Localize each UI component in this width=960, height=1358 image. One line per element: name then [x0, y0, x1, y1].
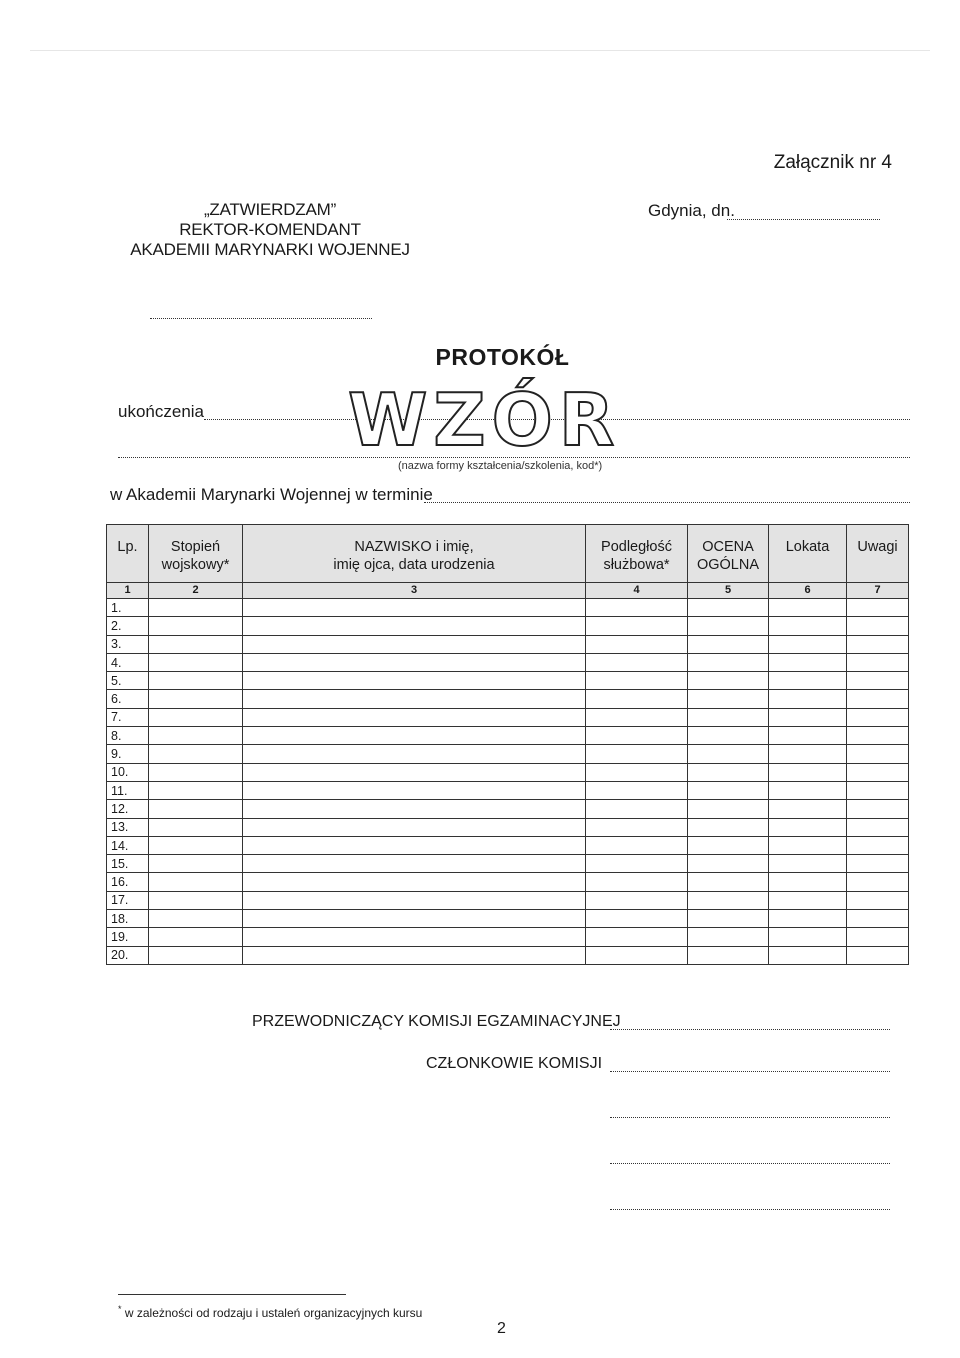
- table-cell[interactable]: [586, 653, 688, 671]
- row-number: 14.: [107, 836, 149, 854]
- table-cell[interactable]: [847, 781, 909, 799]
- course-line-label: ukończenia: [118, 402, 205, 421]
- table-row: [107, 910, 909, 928]
- table-row: [107, 818, 909, 836]
- table-cell[interactable]: [847, 653, 909, 671]
- row-number: 18.: [107, 910, 149, 928]
- row-number: 7.: [107, 708, 149, 726]
- col-num: 3: [243, 583, 586, 599]
- col-num: 7: [847, 583, 909, 599]
- footnote-mark: *: [118, 1304, 122, 1314]
- table-row: [107, 745, 909, 763]
- table-cell[interactable]: [243, 928, 586, 946]
- table-cell[interactable]: [586, 836, 688, 854]
- table-cell[interactable]: [149, 763, 243, 781]
- table-cell[interactable]: [586, 781, 688, 799]
- table-cell[interactable]: [586, 763, 688, 781]
- approval-line-1: REKTOR-KOMENDANT: [179, 220, 361, 239]
- table-cell[interactable]: [149, 781, 243, 799]
- header-unit: Podległość służbowa*: [586, 525, 688, 583]
- col-num: 4: [586, 583, 688, 599]
- table-cell[interactable]: [769, 690, 847, 708]
- table-cell[interactable]: [243, 635, 586, 653]
- footnote: [118, 1304, 422, 1320]
- table-cell[interactable]: [586, 910, 688, 928]
- table-cell[interactable]: [243, 818, 586, 836]
- table-cell[interactable]: [769, 836, 847, 854]
- table-cell[interactable]: [243, 855, 586, 873]
- member-signature-field-1[interactable]: [610, 1071, 890, 1072]
- table-cell[interactable]: [586, 727, 688, 745]
- header-rank: Stopień wojskowy*: [149, 525, 243, 583]
- table-row: [107, 855, 909, 873]
- table-cell[interactable]: [847, 928, 909, 946]
- row-number: 5.: [107, 672, 149, 690]
- member-signature-field-3[interactable]: [610, 1163, 890, 1164]
- table-cell[interactable]: [769, 781, 847, 799]
- table-cell[interactable]: [769, 635, 847, 653]
- term-line-label: w Akademii Marynarki Wojennej w terminie: [110, 485, 433, 504]
- table-cell[interactable]: [769, 818, 847, 836]
- table-cell[interactable]: [688, 727, 769, 745]
- header-name: NAZWISKO i imię, imię ojca, data urodzenia: [243, 525, 586, 583]
- table-cell[interactable]: [149, 617, 243, 635]
- table-cell[interactable]: [586, 708, 688, 726]
- table-cell[interactable]: [688, 599, 769, 617]
- row-number: 9.: [107, 745, 149, 763]
- table-cell[interactable]: [769, 745, 847, 763]
- table-cell[interactable]: [149, 727, 243, 745]
- table-cell[interactable]: [149, 745, 243, 763]
- table-cell[interactable]: [243, 599, 586, 617]
- table-cell[interactable]: [243, 836, 586, 854]
- table-cell[interactable]: [769, 928, 847, 946]
- table-cell[interactable]: [847, 836, 909, 854]
- table-row: [107, 690, 909, 708]
- table-cell[interactable]: [149, 928, 243, 946]
- table-cell[interactable]: [688, 855, 769, 873]
- row-number: 13.: [107, 818, 149, 836]
- table-cell[interactable]: [847, 910, 909, 928]
- table-cell[interactable]: [769, 873, 847, 891]
- header-grade: OCENA OGÓLNA: [688, 525, 769, 583]
- table-cell[interactable]: [688, 873, 769, 891]
- table-cell[interactable]: [688, 818, 769, 836]
- table-cell[interactable]: [149, 635, 243, 653]
- table-cell[interactable]: [243, 745, 586, 763]
- term-field[interactable]: [424, 502, 910, 503]
- table-cell[interactable]: [688, 690, 769, 708]
- table-row: [107, 800, 909, 818]
- table-cell[interactable]: [847, 745, 909, 763]
- table-cell[interactable]: [586, 818, 688, 836]
- table-row: [107, 672, 909, 690]
- header-lp: Lp.: [107, 525, 149, 583]
- table-cell[interactable]: [149, 910, 243, 928]
- table-cell[interactable]: [243, 946, 586, 964]
- page-number: 2: [497, 1320, 506, 1337]
- footnote-text: w zależności od rodzaju i ustaleń organizacyjnych kursu: [124, 1306, 423, 1320]
- table-cell[interactable]: [769, 672, 847, 690]
- table-cell[interactable]: [769, 599, 847, 617]
- table-cell[interactable]: [847, 891, 909, 909]
- table-cell[interactable]: [243, 690, 586, 708]
- column-number-row: [107, 583, 909, 599]
- table-cell[interactable]: [769, 763, 847, 781]
- table-row: [107, 891, 909, 909]
- table-cell[interactable]: [769, 617, 847, 635]
- row-number: 19.: [107, 928, 149, 946]
- members-label: CZŁONKOWIE KOMISJI: [426, 1055, 603, 1072]
- table-row: [107, 708, 909, 726]
- table-cell[interactable]: [688, 836, 769, 854]
- table-cell[interactable]: [586, 745, 688, 763]
- table-cell[interactable]: [149, 653, 243, 671]
- date-field[interactable]: [727, 219, 880, 220]
- row-number: 4.: [107, 653, 149, 671]
- table-cell[interactable]: [243, 617, 586, 635]
- table-cell[interactable]: [586, 635, 688, 653]
- table-cell[interactable]: [688, 653, 769, 671]
- col-num: 5: [688, 583, 769, 599]
- table-cell[interactable]: [769, 855, 847, 873]
- table-cell[interactable]: [688, 891, 769, 909]
- table-cell[interactable]: [243, 873, 586, 891]
- table-cell[interactable]: [769, 800, 847, 818]
- table-header-row: [107, 525, 909, 583]
- table-row: [107, 599, 909, 617]
- table-cell[interactable]: [847, 855, 909, 873]
- approval-quote: „ZATWIERDZAM”: [203, 200, 337, 219]
- table-cell[interactable]: [586, 599, 688, 617]
- table-cell[interactable]: [149, 891, 243, 909]
- row-number: 10.: [107, 763, 149, 781]
- table-cell[interactable]: [847, 818, 909, 836]
- table-cell[interactable]: [847, 763, 909, 781]
- row-number: 12.: [107, 800, 149, 818]
- table-cell[interactable]: [688, 617, 769, 635]
- table-cell[interactable]: [847, 946, 909, 964]
- row-number: 11.: [107, 781, 149, 799]
- table-row: [107, 763, 909, 781]
- table-cell[interactable]: [586, 873, 688, 891]
- table-cell[interactable]: [243, 708, 586, 726]
- header-remarks: Uwagi: [847, 525, 909, 583]
- table-cell[interactable]: [847, 873, 909, 891]
- table-cell[interactable]: [586, 891, 688, 909]
- place-date: [648, 201, 735, 221]
- annex-label: Załącznik nr 4: [773, 152, 892, 173]
- table-cell[interactable]: [847, 800, 909, 818]
- table-row: [107, 946, 909, 964]
- table-cell[interactable]: [688, 745, 769, 763]
- chair-label: PRZEWODNICZĄCY KOMISJI EGZAMINACYJNEJ: [252, 1013, 621, 1030]
- table-cell[interactable]: [586, 690, 688, 708]
- table-row: [107, 617, 909, 635]
- table-cell[interactable]: [769, 653, 847, 671]
- header-rank-position: Lokata: [769, 525, 847, 583]
- table-cell[interactable]: [243, 763, 586, 781]
- footnote-rule: [118, 1294, 346, 1295]
- table-cell[interactable]: [847, 727, 909, 745]
- table-cell[interactable]: [847, 672, 909, 690]
- table-cell[interactable]: [688, 928, 769, 946]
- member-signature-field-4[interactable]: [610, 1209, 890, 1210]
- row-number: 3.: [107, 635, 149, 653]
- approval-signature-line: [150, 318, 372, 319]
- table-row: [107, 781, 909, 799]
- table-cell[interactable]: [243, 781, 586, 799]
- row-number: 2.: [107, 617, 149, 635]
- table-cell[interactable]: [586, 617, 688, 635]
- col-num: 2: [149, 583, 243, 599]
- table-cell[interactable]: [149, 672, 243, 690]
- table-cell[interactable]: [688, 800, 769, 818]
- table-cell[interactable]: [769, 910, 847, 928]
- row-number: 1.: [107, 599, 149, 617]
- col-num: 6: [769, 583, 847, 599]
- chair-signature-field[interactable]: [610, 1029, 890, 1030]
- table-row: [107, 727, 909, 745]
- row-number: 17.: [107, 891, 149, 909]
- table-row: [107, 928, 909, 946]
- table-cell[interactable]: [688, 910, 769, 928]
- row-number: 8.: [107, 727, 149, 745]
- place-date-label: Gdynia, dn.: [648, 201, 735, 220]
- row-number: 20.: [107, 946, 149, 964]
- results-table: [106, 524, 909, 965]
- table-cell[interactable]: [149, 855, 243, 873]
- member-signature-field-2[interactable]: [610, 1117, 890, 1118]
- table-cell[interactable]: [149, 873, 243, 891]
- watermark-stamp: WZÓR: [348, 378, 621, 462]
- scan-edge-line: [30, 50, 930, 51]
- table-cell[interactable]: [847, 708, 909, 726]
- table-row: [107, 653, 909, 671]
- table-cell[interactable]: [149, 836, 243, 854]
- table-cell[interactable]: [847, 617, 909, 635]
- table-cell[interactable]: [847, 635, 909, 653]
- table-cell[interactable]: [243, 910, 586, 928]
- table-cell[interactable]: [149, 800, 243, 818]
- table-cell[interactable]: [688, 946, 769, 964]
- col-num: 1: [107, 583, 149, 599]
- table-cell[interactable]: [243, 727, 586, 745]
- table-cell[interactable]: [149, 599, 243, 617]
- table-cell[interactable]: [243, 653, 586, 671]
- table-cell[interactable]: [243, 672, 586, 690]
- table-cell[interactable]: [149, 946, 243, 964]
- table-cell[interactable]: [769, 946, 847, 964]
- table-cell[interactable]: [688, 635, 769, 653]
- table-cell[interactable]: [769, 708, 847, 726]
- approval-block: [110, 200, 430, 260]
- table-cell[interactable]: [586, 855, 688, 873]
- table-cell[interactable]: [586, 928, 688, 946]
- table-cell[interactable]: [243, 891, 586, 909]
- table-cell[interactable]: [688, 763, 769, 781]
- table-cell[interactable]: [149, 690, 243, 708]
- row-number: 15.: [107, 855, 149, 873]
- approval-line-2: AKADEMII MARYNARKI WOJENNEJ: [130, 240, 410, 259]
- table-row: [107, 635, 909, 653]
- table-cell[interactable]: [586, 800, 688, 818]
- table-row: [107, 836, 909, 854]
- table-cell[interactable]: [847, 690, 909, 708]
- table-cell[interactable]: [149, 818, 243, 836]
- table-cell[interactable]: [243, 800, 586, 818]
- table-cell[interactable]: [149, 708, 243, 726]
- course-caption: (nazwa formy kształcenia/szkolenia, kod*): [398, 460, 603, 472]
- table-cell[interactable]: [769, 727, 847, 745]
- row-number: 6.: [107, 690, 149, 708]
- table-cell[interactable]: [688, 672, 769, 690]
- table-cell[interactable]: [688, 781, 769, 799]
- document-title: PROTOKÓŁ: [435, 344, 570, 370]
- table-row: [107, 873, 909, 891]
- table-cell[interactable]: [769, 891, 847, 909]
- table-cell[interactable]: [847, 599, 909, 617]
- table-cell[interactable]: [586, 672, 688, 690]
- table-cell[interactable]: [688, 708, 769, 726]
- row-number: 16.: [107, 873, 149, 891]
- table-cell[interactable]: [586, 946, 688, 964]
